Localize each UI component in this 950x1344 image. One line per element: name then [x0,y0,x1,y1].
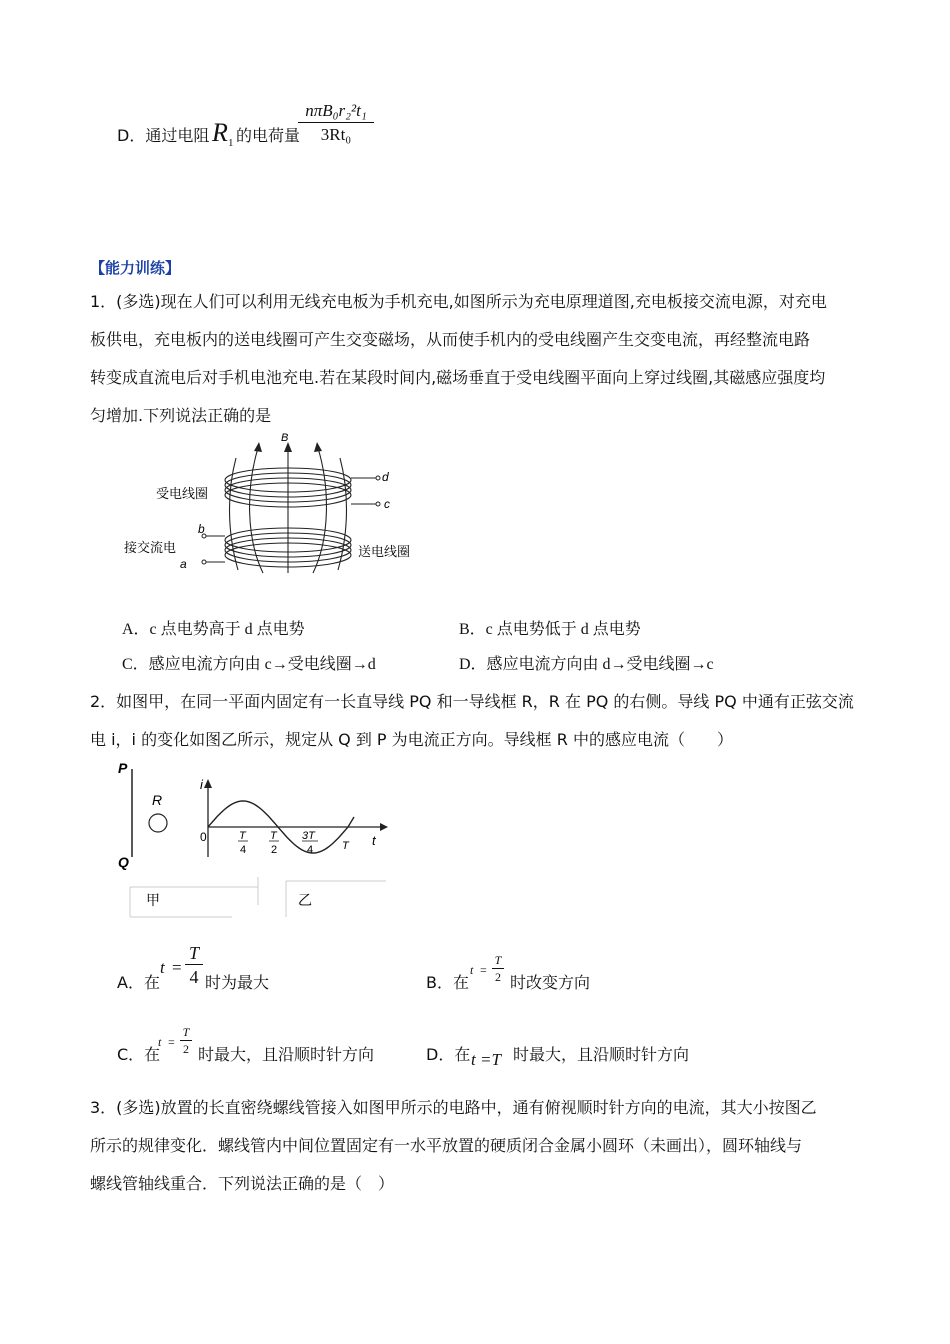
q2-option-c-t: t [158,1035,162,1049]
charge-fraction [298,100,374,147]
q2-option-b-prefix: B．在 [426,973,469,992]
question-3-line: 螺线管轴线重合．下列说法正确的是（ ） [90,1174,395,1193]
question-1-line: 转变成直流电后对手机电池充电.若在某段时间内,磁场垂直于受电线圈平面向上穿过线圈,其磁感应强度均 [90,368,826,387]
question-2-text [90,683,860,759]
q2-option-a-prefix: A．在 [117,973,160,992]
question-1-line: 板供电，充电板内的送电线圈可产生交变磁场，从而使手机内的受电线圈产生交变电流，再经整流电路 [90,330,811,349]
q1-option-a: A．c 点电势高于 d 点电势 [122,621,305,638]
q2-option-b-suffix: 时改变方向 [510,973,591,992]
q1-option-c: C．感应电流方向由 c→受电线圈→d [122,656,376,673]
tick-3t4-num: 3T [302,830,315,842]
question-3-line: 3．(多选)放置的长直密绕螺线管接入如图甲所示的电路中，通有俯视顺时针方向的电流，其大小按图乙 [90,1098,817,1117]
label-r: R [152,792,163,808]
q2-option-c-suffix: 时最大，且沿顺时针方向 [198,1045,375,1064]
terminal-b-label: b [198,522,205,536]
terminal-d-label: d [382,470,389,484]
caption-yi: 乙 [298,892,312,908]
ac-source-label: 接交流电 [124,540,177,555]
q2-option-a-fraction [185,942,203,989]
option-d-prev-label: D．通过电阻 [117,126,210,145]
label-q: Q [118,854,129,870]
q1-option-d: D．感应电流方向由 d→受电线圈→c [459,656,714,673]
send-coil-label: 送电线圈 [358,544,411,559]
tick-t2-den: 2 [271,844,278,856]
tick-t-label: T [342,840,349,852]
q2-option-c-eq: = [168,1035,175,1049]
question-1-line: 匀增加.下列说法正确的是 [90,406,272,425]
terminal-c-label: c [384,497,390,511]
option-d-prev-suffix: 的电荷量 [236,126,301,145]
q2-option-b-den: 2 [492,968,504,986]
option-d-prev-var: R [212,118,228,147]
option-d-prev-sub: 1 [228,137,234,149]
q2-option-d-eq: t =T [471,1050,501,1069]
receive-coil-label: 受电线圈 [156,486,209,501]
question-2-line: 2．如图甲，在同一平面内固定有一长直导线 PQ 和一导线框 R，R 在 PQ 的右侧。导线 PQ 中通有正弦交流 [90,692,854,711]
question-3-text [90,1089,860,1203]
q2-option-c-fraction [180,1024,192,1058]
q2-option-b-t: t [470,963,474,977]
question-2-line: 电 i，i 的变化如图乙所示，规定从 Q 到 P 为电流正方向。导线框 R 中的感应电流（ ） [90,730,733,749]
q2-option-d-suffix: 时最大，且沿顺时针方向 [513,1045,690,1064]
origin-label: 0 [200,830,207,844]
q2-option-a-eq: = [172,958,182,977]
q1-option-b: B．c 点电势低于 d 点电势 [459,621,641,638]
q2-option-c-num: T [182,1025,190,1039]
q2-option-a-den: 4 [185,964,203,989]
tick-t4-den: 4 [240,844,247,856]
caption-jia: 甲 [146,892,160,908]
current-graph-figure [110,757,400,922]
tick-t2-num: T [270,830,277,842]
question-3-line: 所示的规律变化．螺线管内中间位置固定有一水平放置的硬质闭合金属小圆环（未画出），圆环轴线与 [90,1136,803,1155]
q2-option-c-den: 2 [180,1040,192,1058]
q2-option-b-fraction [492,952,504,986]
t-axis-label: t [372,833,376,848]
q2-option-b-eq: = [480,963,487,977]
q2-option-a-num: T [188,943,199,963]
label-p: P [118,760,128,776]
tick-t4-num: T [239,830,246,842]
terminal-a-label: a [180,557,187,571]
charge-denominator: 3Rt₀ [298,122,374,147]
q2-option-b-num: T [494,953,502,967]
b-field-label: B [281,432,289,444]
i-axis-label: i [200,777,203,792]
q2-option-c-prefix: C．在 [117,1045,161,1064]
q2-option-a-t: t [160,958,165,977]
q2-option-a-suffix: 时为最大 [205,973,270,992]
charge-numerator: nπB₀r₂²t₁ [305,101,367,120]
question-1-text [90,283,860,435]
wireless-charging-figure [118,428,428,588]
tick-3t4-den: 4 [307,844,314,856]
q2-option-d-prefix: D．在 [426,1045,471,1064]
section-heading: 【能力训练】 [90,259,181,277]
question-1-line: 1．(多选)现在人们可以利用无线充电板为手机充电,如图所示为充电原理道图,充电板接交流电源，对充电 [90,292,827,311]
